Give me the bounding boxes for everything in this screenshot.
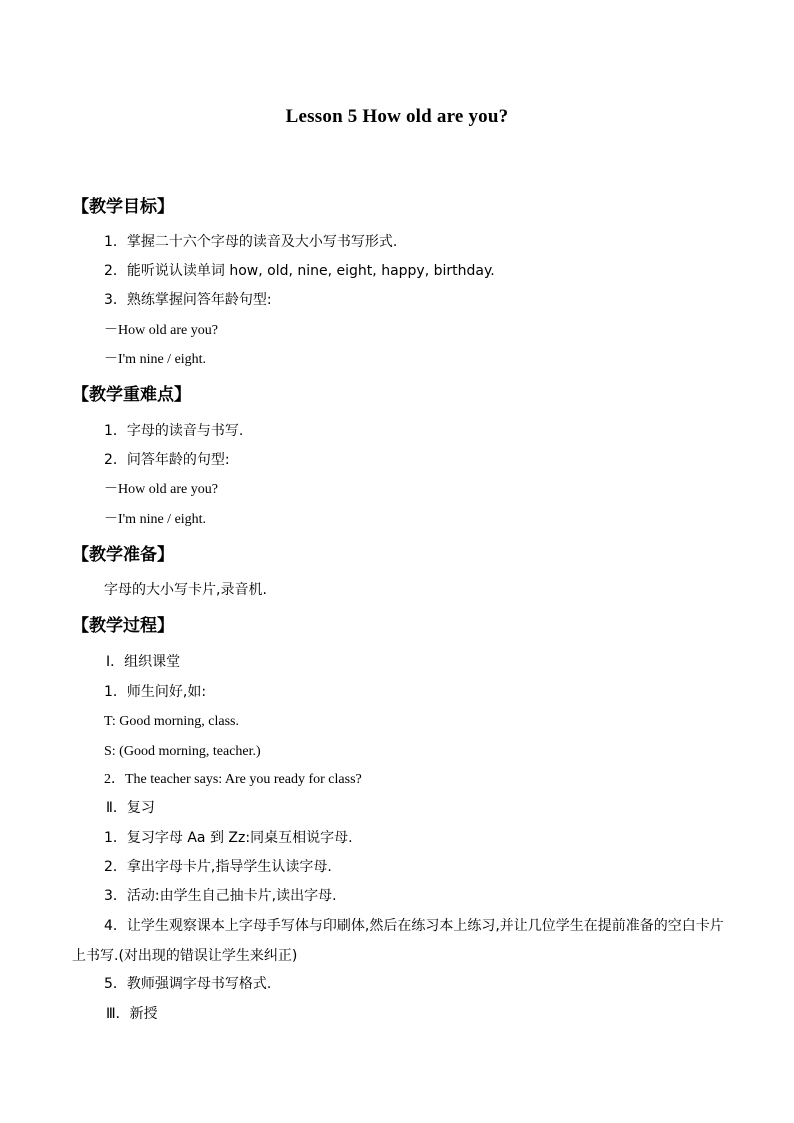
process-item-8: 2．拿出字母卡片,指导学生认读字母. [104, 859, 332, 875]
page-title: Lesson 5 How old are you? [285, 106, 509, 127]
process-item-10: 5．教师强调字母书写格式. [104, 976, 272, 992]
process-item-5: 2．The teacher says: Are you ready for class? [104, 772, 362, 787]
heading-teaching-goals: 【教学目标】 [72, 197, 174, 217]
goal-item-question: －How old are you? [104, 323, 218, 338]
heading-key-points: 【教学重难点】 [72, 385, 191, 405]
process-item-7: 1．复习字母 Aa 到 Zz:同桌互相说字母. [104, 830, 353, 846]
keypoint-item-2: 2．问答年龄的句型: [104, 452, 230, 468]
goal-item-3: 3．熟练掌握问答年龄句型: [104, 292, 272, 308]
process-item-4: S: (Good morning, teacher.) [104, 744, 261, 759]
keypoint-item-1: 1．字母的读音与书写. [104, 423, 244, 439]
keypoint-item-question: －How old are you? [104, 482, 218, 497]
heading-teaching-prep: 【教学准备】 [72, 545, 174, 565]
heading-teaching-process: 【教学过程】 [72, 616, 174, 636]
process-item-11: Ⅲ．新授 [106, 1006, 158, 1022]
process-paragraph: 4．让学生观察课本上字母手写体与印刷体,然后在练习本上练习,并让几位学生在提前准备的空白卡片上书写.(对出现的错误让学生来纠正) [72, 918, 724, 964]
process-item-9: 3．活动:由学生自己抽卡片,读出字母. [104, 888, 337, 904]
process-item-6: Ⅱ．复习 [106, 800, 155, 816]
goal-item-2: 2．能听说认读单词 how, old, nine, eight, happy, birthday. [104, 263, 495, 279]
goal-item-answer: －I'm nine / eight. [104, 352, 207, 367]
prep-item-1: 字母的大小写卡片,录音机. [104, 582, 267, 598]
process-item-1: Ⅰ．组织课堂 [106, 654, 181, 670]
keypoint-item-answer: －I'm nine / eight. [104, 512, 207, 527]
process-item-2: 1．师生问好,如: [104, 684, 207, 700]
process-item-3: T: Good morning, class. [104, 714, 240, 729]
goal-item-1: 1．掌握二十六个字母的读音及大小写书写形式. [104, 234, 398, 250]
